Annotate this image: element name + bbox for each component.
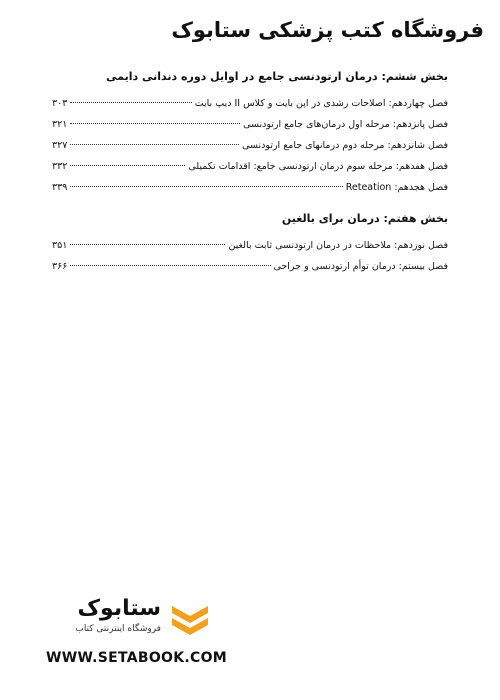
dot-leader [70, 122, 240, 124]
entry-list [52, 93, 448, 198]
section-7 [52, 212, 448, 277]
dot-leader [70, 243, 225, 245]
dot-leader [70, 101, 191, 103]
entry-title: فصل هجدهم: Reteation [345, 182, 448, 193]
toc-entry[interactable] [52, 177, 448, 198]
entry-page: ۳۶۶ [52, 261, 68, 272]
toc-entry[interactable] [52, 256, 448, 277]
section-title: بخش هفتم: درمان برای بالغین [281, 212, 448, 225]
dot-leader [70, 164, 185, 166]
entry-title: فصل بیستم: درمان توأم ارتودنسی و جراحی [273, 261, 448, 272]
entry-page: ۳۰۳ [52, 98, 68, 109]
entry-title: فصل نوزدهم: ملاحظات در درمان ارتودنسی ثابت بالغین [228, 240, 448, 251]
dot-leader [70, 143, 239, 145]
setabook-logo [46, 596, 216, 646]
entry-page: ۳۳۲ [52, 161, 68, 172]
toc-entry[interactable] [52, 93, 448, 114]
entry-title: فصل شانزدهم: مرحله دوم درمانهای جامع ارتودنسی [242, 140, 448, 151]
toc-entry[interactable] [52, 114, 448, 135]
entry-title: فصل پانزدهم: مرحله اول درمان‌های جامع ارتودنسی [243, 119, 448, 130]
logo-name: ستابوک [77, 596, 161, 621]
logo-text [46, 596, 161, 646]
website-url[interactable]: WWW.SETABOOK.COM [46, 650, 227, 666]
dot-leader [70, 185, 342, 187]
section-title: بخش ششم: درمان ارتودنسی جامع در اوایل دوره دندانی دایمی [106, 70, 448, 83]
toc-entry[interactable] [52, 156, 448, 177]
entry-page: ۳۵۱ [52, 240, 68, 251]
section-6 [52, 70, 448, 198]
entry-page: ۳۲۷ [52, 140, 68, 151]
stacked-chevron-icon [168, 598, 212, 642]
dot-leader [70, 264, 270, 266]
logo-subtitle: فروشگاه اینترنتی کتاب [75, 624, 161, 634]
entry-title: فصل چهاردهم: اصلاحات رشدی در اپن بایت و کلاس II دیپ بایت [194, 98, 448, 109]
entry-list [52, 235, 448, 277]
page-title: فروشگاه کتب پزشکی ستابوک [171, 18, 484, 42]
table-of-contents [52, 70, 448, 277]
entry-page: ۳۲۱ [52, 119, 68, 130]
entry-page: ۳۳۹ [52, 182, 68, 193]
toc-entry[interactable] [52, 135, 448, 156]
toc-entry[interactable] [52, 235, 448, 256]
entry-title: فصل هفدهم: مرحله سوم درمان ارتودنسی جامع: اقدامات تکمیلی [188, 161, 448, 172]
